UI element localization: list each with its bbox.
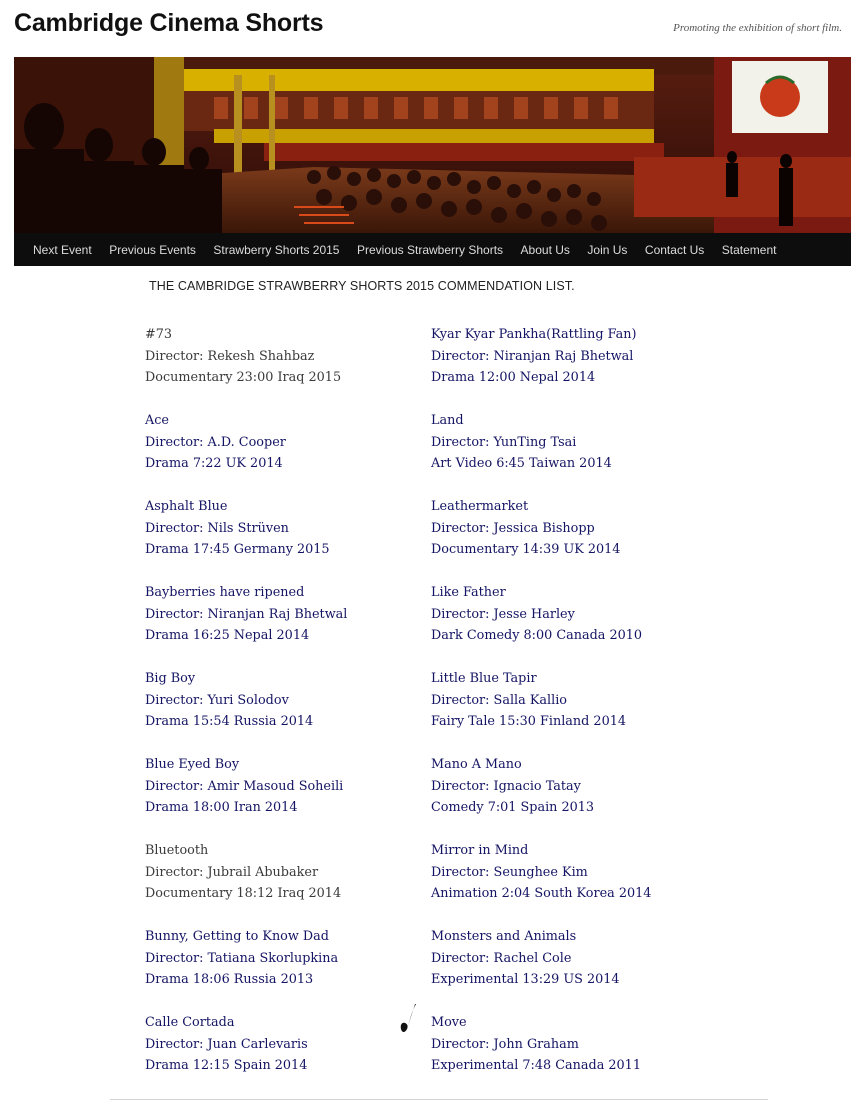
main-navigation — [14, 233, 851, 266]
film-details[interactable]: Animation 2:04 South Korea 2014 — [431, 886, 652, 902]
film-entry[interactable] — [431, 410, 701, 496]
film-details[interactable]: Drama 17:45 Germany 2015 — [145, 542, 330, 558]
nav-statement[interactable]: Statement — [721, 242, 777, 257]
site-tagline: Promoting the exhibition of short film. — [673, 22, 842, 34]
film-director: Director: Jubrail Abubaker — [145, 864, 319, 880]
nav-previous-strawberry-shorts[interactable]: Previous Strawberry Shorts — [356, 242, 504, 257]
film-entry[interactable] — [145, 582, 415, 668]
film-details[interactable]: Comedy 7:01 Spain 2013 — [431, 800, 595, 816]
film-entry[interactable] — [431, 840, 701, 926]
film-entry[interactable] — [431, 926, 701, 1012]
film-title: #73 — [145, 327, 173, 342]
nav-next-event[interactable]: Next Event — [33, 242, 92, 257]
film-director[interactable]: Director: Amir Masoud Soheili — [145, 778, 344, 794]
check-mark-icon — [399, 1003, 421, 1035]
film-details[interactable]: Art Video 6:45 Taiwan 2014 — [431, 456, 612, 472]
film-details[interactable]: Dark Comedy 8:00 Canada 2010 — [431, 628, 643, 644]
film-entry — [145, 324, 415, 410]
film-title-link[interactable]: Monsters and Animals — [431, 929, 577, 944]
film-entry[interactable] — [145, 754, 415, 840]
film-details[interactable]: Drama 12:15 Spain 2014 — [145, 1058, 308, 1074]
film-title-link[interactable]: Calle Cortada — [145, 1015, 235, 1030]
film-director[interactable]: Director: Juan Carlevaris — [145, 1036, 308, 1052]
site-title[interactable]: Cambridge Cinema Shorts — [14, 9, 324, 37]
film-details[interactable]: Drama 16:25 Nepal 2014 — [145, 628, 310, 644]
film-details: Documentary 18:12 Iraq 2014 — [145, 886, 342, 902]
film-details[interactable]: Drama 18:00 Iran 2014 — [145, 800, 298, 816]
film-title-link[interactable]: Big Boy — [145, 671, 196, 686]
film-title-link[interactable]: Asphalt Blue — [145, 499, 228, 514]
film-title-link[interactable]: Blue Eyed Boy — [145, 757, 240, 772]
film-entry[interactable] — [431, 1012, 701, 1098]
film-list-left-column — [145, 324, 415, 1098]
film-title-link[interactable]: Bayberries have ripened — [145, 585, 305, 600]
film-details[interactable]: Drama 15:54 Russia 2014 — [145, 714, 314, 730]
film-details[interactable]: Drama 18:06 Russia 2013 — [145, 972, 314, 988]
film-entry[interactable] — [145, 1012, 415, 1098]
film-director[interactable]: Director: Yuri Solodov — [145, 692, 289, 708]
film-director[interactable]: Director: Salla Kallio — [431, 692, 568, 708]
film-details[interactable]: Experimental 13:29 US 2014 — [431, 972, 620, 988]
film-entry[interactable] — [145, 496, 415, 582]
film-director[interactable]: Director: A.D. Cooper — [145, 434, 286, 450]
film-director[interactable]: Director: Niranjan Raj Bhetwal — [145, 606, 348, 622]
film-details[interactable]: Drama 7:22 UK 2014 — [145, 456, 283, 472]
film-title-link[interactable]: Leathermarket — [431, 499, 529, 514]
commendation-list-heading: THE CAMBRIDGE STRAWBERRY SHORTS 2015 COMMENDATION LIST. — [149, 279, 575, 293]
film-title-link[interactable]: Kyar Kyar Pankha(Rattling Fan) — [431, 327, 637, 342]
film-director: Director: Rekesh Shahbaz — [145, 348, 315, 364]
film-title: Bluetooth — [145, 843, 209, 858]
footer-divider — [110, 1099, 768, 1100]
film-entry[interactable] — [431, 582, 701, 668]
film-details[interactable]: Fairy Tale 15:30 Finland 2014 — [431, 714, 627, 730]
film-director[interactable]: Director: John Graham — [431, 1036, 579, 1052]
film-entry[interactable] — [431, 754, 701, 840]
film-director[interactable]: Director: Jessica Bishopp — [431, 520, 595, 536]
nav-contact-us[interactable]: Contact Us — [644, 242, 705, 257]
nav-about-us[interactable]: About Us — [520, 242, 570, 257]
film-entry[interactable] — [145, 668, 415, 754]
film-title-link[interactable]: Ace — [145, 413, 169, 428]
nav-strawberry-shorts-2015[interactable]: Strawberry Shorts 2015 — [213, 242, 340, 257]
film-director[interactable]: Director: Seunghee Kim — [431, 864, 588, 880]
film-entry[interactable] — [431, 496, 701, 582]
film-title-link[interactable]: Mirror in Mind — [431, 843, 529, 858]
film-title-link[interactable]: Bunny, Getting to Know Dad — [145, 929, 329, 944]
nav-previous-events[interactable]: Previous Events — [109, 242, 196, 257]
header-banner-image — [14, 57, 851, 233]
film-director[interactable]: Director: Nils Strüven — [145, 520, 289, 536]
film-title-link[interactable]: Land — [431, 413, 464, 428]
film-details[interactable]: Documentary 14:39 UK 2014 — [431, 542, 621, 558]
film-list-right-column — [431, 324, 701, 1098]
film-entry — [145, 840, 415, 926]
film-director[interactable]: Director: Niranjan Raj Bhetwal — [431, 348, 634, 364]
film-director[interactable]: Director: Ignacio Tatay — [431, 778, 581, 794]
film-details[interactable]: Drama 12:00 Nepal 2014 — [431, 370, 596, 386]
film-title-link[interactable]: Mano A Mano — [431, 757, 522, 772]
film-entry[interactable] — [145, 926, 415, 1012]
film-director[interactable]: Director: YunTing Tsai — [431, 434, 577, 450]
film-title-link[interactable]: Move — [431, 1015, 467, 1030]
nav-join-us[interactable]: Join Us — [587, 242, 628, 257]
film-director[interactable]: Director: Jesse Harley — [431, 606, 575, 622]
film-director[interactable]: Director: Rachel Cole — [431, 950, 572, 966]
film-title-link[interactable]: Like Father — [431, 585, 506, 600]
film-director[interactable]: Director: Tatiana Skorlupkina — [145, 950, 339, 966]
film-entry[interactable] — [431, 324, 701, 410]
film-title-link[interactable]: Little Blue Tapir — [431, 671, 537, 686]
film-details[interactable]: Experimental 7:48 Canada 2011 — [431, 1058, 641, 1074]
film-details: Documentary 23:00 Iraq 2015 — [145, 370, 342, 386]
film-entry[interactable] — [431, 668, 701, 754]
film-entry[interactable] — [145, 410, 415, 496]
